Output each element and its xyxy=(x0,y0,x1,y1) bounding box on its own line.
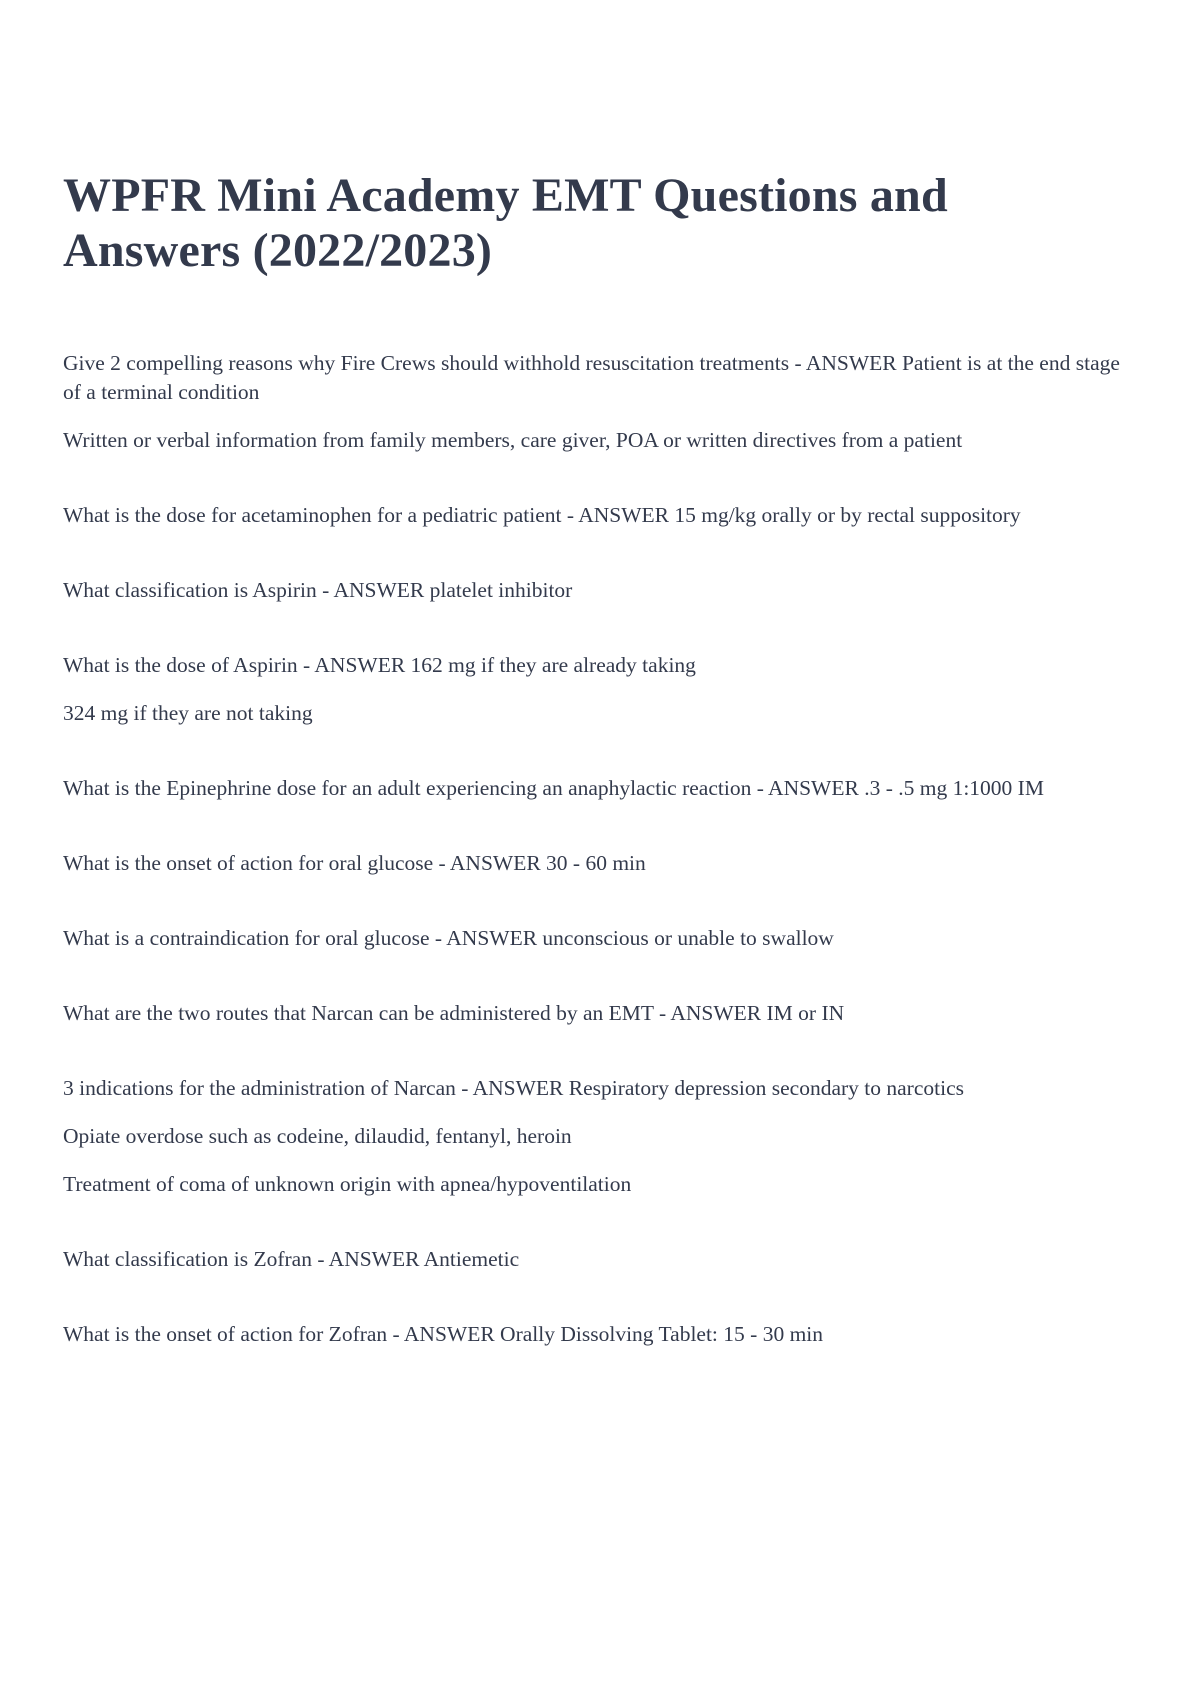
qa-block xyxy=(63,349,1135,455)
qa-content xyxy=(63,349,1135,1349)
qa-block xyxy=(63,651,1135,728)
qa-block xyxy=(63,1245,1135,1274)
qa-paragraph: What is the Epinephrine dose for an adult experiencing an anaphylactic reaction - ANSWER .3 - .5 mg 1:1000 IM xyxy=(63,776,1044,800)
qa-block xyxy=(63,999,1135,1028)
qa-block xyxy=(63,849,1135,878)
qa-paragraph: Give 2 compelling reasons why Fire Crews should withhold resuscitation treatments - ANSWER Patient is at the end stage of a terminal condition xyxy=(63,351,1120,404)
qa-block xyxy=(63,576,1135,605)
qa-paragraph: Treatment of coma of unknown origin with apnea/hypoventilation xyxy=(63,1172,632,1196)
qa-block xyxy=(63,774,1135,803)
qa-paragraph: 3 indications for the administration of Narcan - ANSWER Respiratory depression secondary to narcotics xyxy=(63,1076,964,1100)
qa-paragraph: What classification is Zofran - ANSWER Antiemetic xyxy=(63,1247,520,1271)
qa-paragraph: Written or verbal information from family members, care giver, POA or written directives from a patient xyxy=(63,428,963,452)
qa-block xyxy=(63,924,1135,953)
qa-paragraph: What is the dose for acetaminophen for a pediatric patient - ANSWER 15 mg/kg orally or by rectal suppository xyxy=(63,503,1021,527)
qa-block xyxy=(63,501,1135,530)
qa-block xyxy=(63,1074,1135,1199)
qa-paragraph: 324 mg if they are not taking xyxy=(63,701,313,725)
qa-paragraph: What is the onset of action for oral glucose - ANSWER 30 - 60 min xyxy=(63,851,646,875)
qa-paragraph: What is the onset of action for Zofran - ANSWER Orally Dissolving Tablet: 15 - 30 min xyxy=(63,1322,824,1346)
qa-paragraph: What are the two routes that Narcan can be administered by an EMT - ANSWER IM or IN xyxy=(63,1001,845,1025)
qa-paragraph: What is a contraindication for oral glucose - ANSWER unconscious or unable to swallow xyxy=(63,926,834,950)
qa-paragraph: What is the dose of Aspirin - ANSWER 162 mg if they are already taking xyxy=(63,653,696,677)
document-title: WPFR Mini Academy EMT Questions and Answers (2022/2023) xyxy=(63,169,948,277)
qa-paragraph: What classification is Aspirin - ANSWER platelet inhibitor xyxy=(63,578,573,602)
qa-block xyxy=(63,1320,1135,1349)
qa-paragraph: Opiate overdose such as codeine, dilaudid, fentanyl, heroin xyxy=(63,1124,572,1148)
